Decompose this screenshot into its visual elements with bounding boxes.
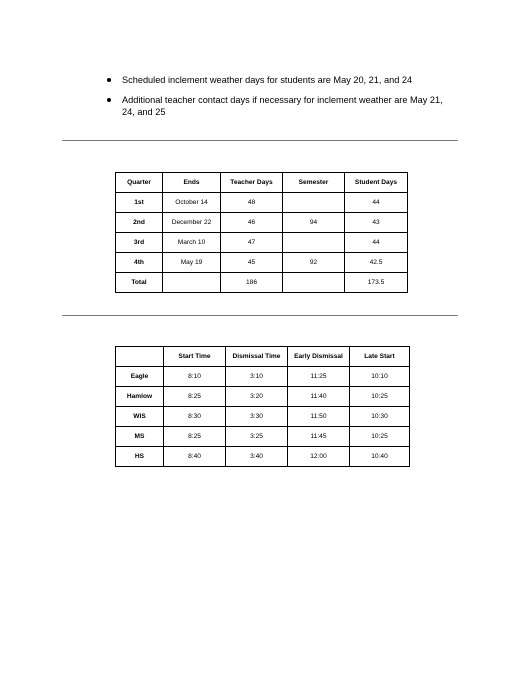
table-cell: 8:25 <box>164 387 226 407</box>
column-header: Teacher Days <box>221 173 283 193</box>
table-cell: 10:25 <box>350 427 410 447</box>
table-row <box>116 273 408 293</box>
row-label: MS <box>116 427 164 447</box>
table-cell: 43 <box>345 213 408 233</box>
row-label: 3rd <box>116 233 163 253</box>
table-cell: 46 <box>221 213 283 233</box>
table-row <box>116 193 408 213</box>
column-header: Student Days <box>345 173 408 193</box>
column-header <box>116 347 164 367</box>
table-cell: 12:00 <box>288 447 350 467</box>
table-cell <box>283 193 345 213</box>
table-cell: 11:25 <box>288 367 350 387</box>
table-cell: 8:25 <box>164 427 226 447</box>
table-cell: 94 <box>283 213 345 233</box>
table-cell: 10:10 <box>350 367 410 387</box>
table-cell: 3:10 <box>226 367 288 387</box>
column-header: Start Time <box>164 347 226 367</box>
table-cell: October 14 <box>163 193 221 213</box>
bullet-item <box>107 94 457 118</box>
column-header: Early Dismissal <box>288 347 350 367</box>
table-cell <box>283 273 345 293</box>
table-cell: 44 <box>345 233 408 253</box>
column-header: Quarter <box>116 173 163 193</box>
bullet-list <box>107 74 457 126</box>
column-header: Semester <box>283 173 345 193</box>
row-label: HS <box>116 447 164 467</box>
table-cell: 3:40 <box>226 447 288 467</box>
table-cell: December 22 <box>163 213 221 233</box>
table-cell: 8:10 <box>164 367 226 387</box>
table-cell: 186 <box>221 273 283 293</box>
column-header: Dismissal Time <box>226 347 288 367</box>
table-cell: 10:30 <box>350 407 410 427</box>
table-cell: 45 <box>221 253 283 273</box>
table-cell: 11:50 <box>288 407 350 427</box>
table-cell: 44 <box>345 193 408 213</box>
bullet-dot-icon <box>107 78 111 82</box>
table-row <box>116 447 410 467</box>
row-label: 4th <box>116 253 163 273</box>
table-row <box>116 427 410 447</box>
row-label: 1st <box>116 193 163 213</box>
table-cell: 3:25 <box>226 427 288 447</box>
quarter-table <box>115 172 408 293</box>
row-label: Hamlow <box>116 387 164 407</box>
row-label: Eagle <box>116 367 164 387</box>
row-label: 2nd <box>116 213 163 233</box>
horizontal-divider <box>62 140 458 141</box>
horizontal-divider <box>62 315 458 316</box>
bullet-dot-icon <box>107 98 111 102</box>
table-cell: 8:40 <box>164 447 226 467</box>
table-cell <box>163 273 221 293</box>
table-row <box>116 213 408 233</box>
table-row <box>116 387 410 407</box>
column-header: Ends <box>163 173 221 193</box>
table-header-row <box>116 347 410 367</box>
table-row <box>116 233 408 253</box>
table-cell: 48 <box>221 193 283 213</box>
table-cell: March 10 <box>163 233 221 253</box>
table-header-row <box>116 173 408 193</box>
table-cell: 3:20 <box>226 387 288 407</box>
column-header: Late Start <box>350 347 410 367</box>
table-cell: 173.5 <box>345 273 408 293</box>
table-row <box>116 407 410 427</box>
table-cell: 92 <box>283 253 345 273</box>
table-cell: 3:30 <box>226 407 288 427</box>
table-cell: 11:45 <box>288 427 350 447</box>
table-cell: 8:30 <box>164 407 226 427</box>
row-label: WIS <box>116 407 164 427</box>
table-cell: 10:25 <box>350 387 410 407</box>
row-label: Total <box>116 273 163 293</box>
bullet-item <box>107 74 457 86</box>
table-cell: May 19 <box>163 253 221 273</box>
school-schedule-table <box>115 346 410 467</box>
bullet-text: Additional teacher contact days if necessary for inclement weather are May 21, 24, and 25 <box>122 95 443 117</box>
table-cell: 11:40 <box>288 387 350 407</box>
table-cell: 10:40 <box>350 447 410 467</box>
table-cell: 42.5 <box>345 253 408 273</box>
table-cell <box>283 233 345 253</box>
table-row <box>116 367 410 387</box>
bullet-text: Scheduled inclement weather days for students are May 20, 21, and 24 <box>122 75 413 85</box>
table-row <box>116 253 408 273</box>
table-cell: 47 <box>221 233 283 253</box>
